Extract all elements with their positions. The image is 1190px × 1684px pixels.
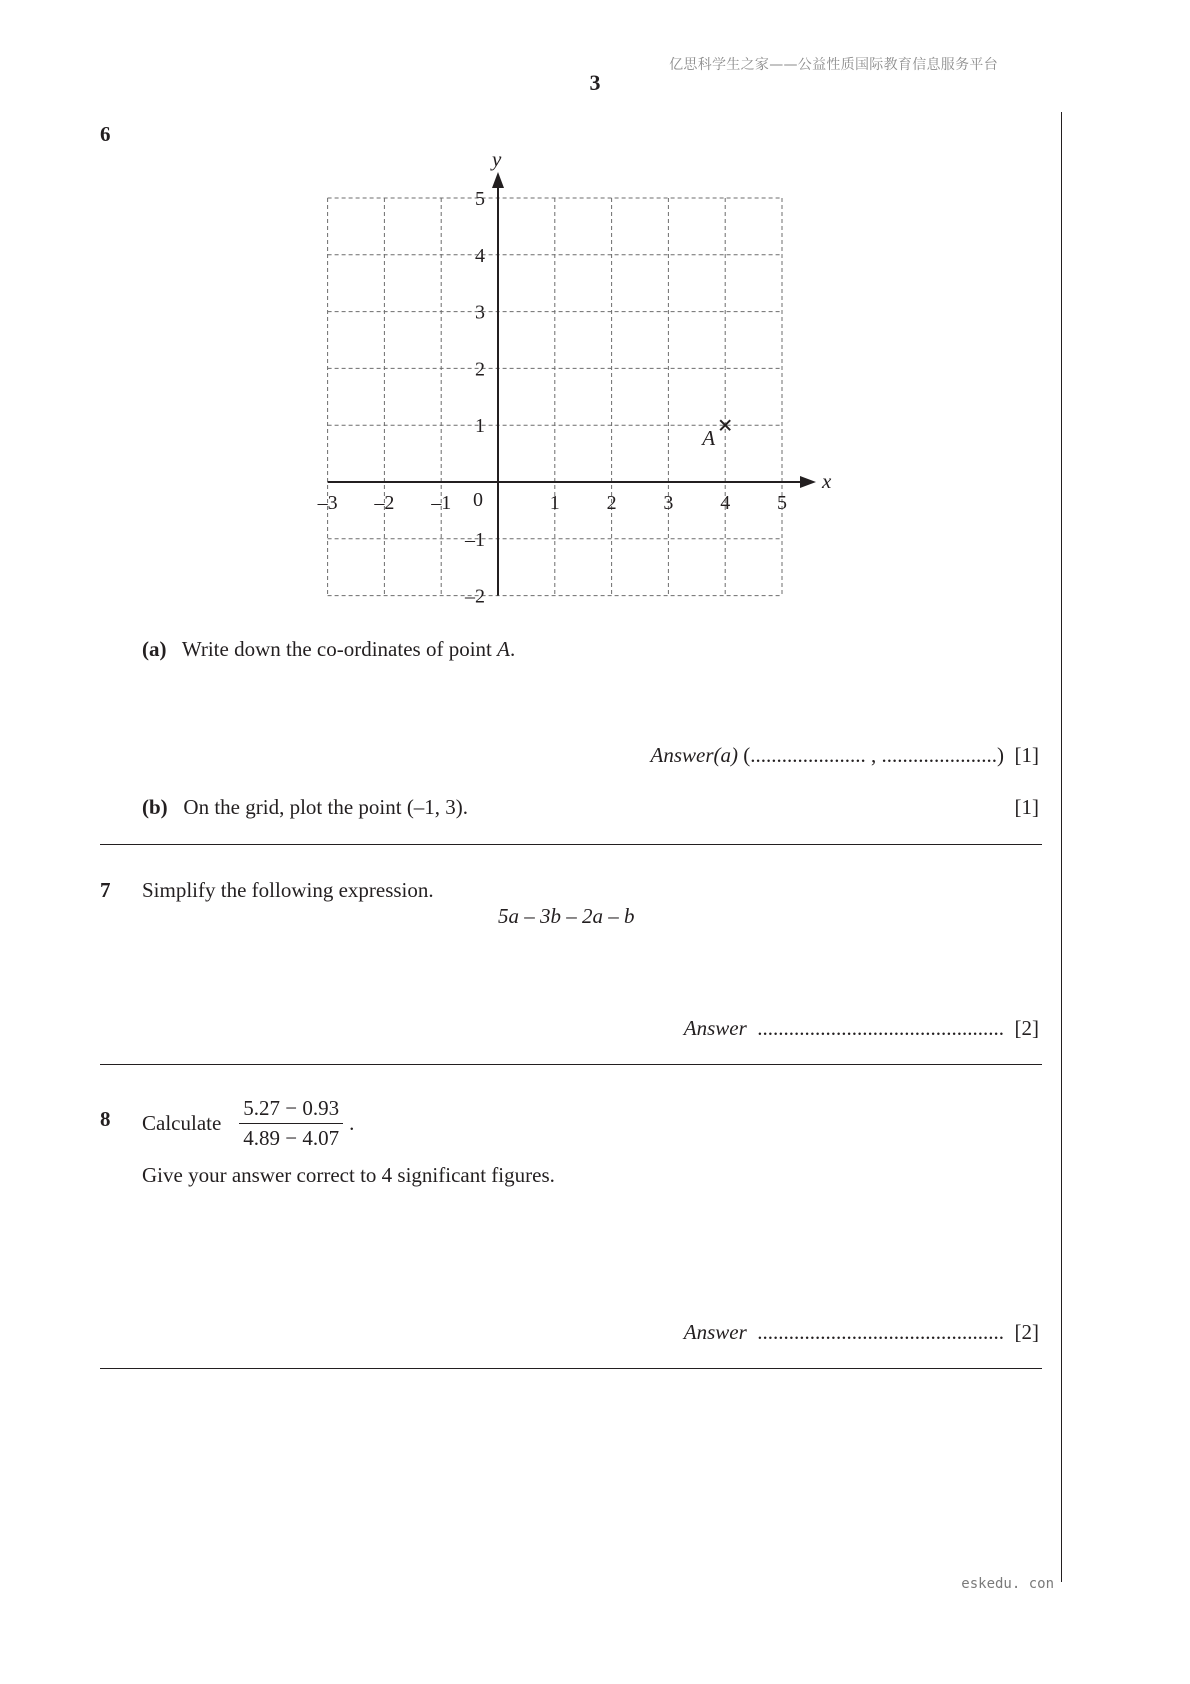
q7-text: Simplify the following expression. xyxy=(142,878,434,902)
x-tick-label: –2 xyxy=(374,492,395,514)
x-tick-label: 4 xyxy=(720,492,731,514)
q6a-answer-line xyxy=(651,743,1040,768)
divider-q8 xyxy=(100,1368,1042,1369)
coordinate-grid-chart xyxy=(0,0,1190,620)
q8-answer-line xyxy=(684,1320,1039,1345)
y-tick-label: 5 xyxy=(475,188,485,210)
y-tick-label: 2 xyxy=(475,358,485,381)
origin-label: 0 xyxy=(473,489,483,511)
y-axis-label: y xyxy=(492,147,502,171)
grid-lines xyxy=(328,198,782,596)
q8-answer-blank[interactable]: ............................................... xyxy=(757,1320,1004,1344)
x-axis-arrow xyxy=(800,476,816,488)
x-tick-label: –3 xyxy=(317,492,338,514)
q7-marks: [2] xyxy=(1014,1016,1039,1040)
q8-trailing: . xyxy=(349,1111,355,1135)
q6a-marks: [1] xyxy=(1014,743,1039,767)
q6a-label: (a) xyxy=(142,637,167,661)
y-axis-arrow xyxy=(492,172,504,188)
y-tick-label: –2 xyxy=(465,585,485,608)
q6a-answer-label: Answer(a) xyxy=(650,743,738,767)
q6a-question xyxy=(142,637,515,662)
y-tick-label: 4 xyxy=(475,244,485,267)
question-6-number: 6 xyxy=(100,122,111,146)
divider-q7 xyxy=(100,1064,1042,1065)
divider-q6 xyxy=(100,844,1042,845)
question-8-number: 8 xyxy=(100,1107,111,1131)
q6a-point-name: A xyxy=(497,637,510,661)
x-tick-label: 2 xyxy=(606,492,617,514)
tick-labels xyxy=(317,188,787,608)
y-tick-label: –1 xyxy=(465,528,485,551)
axes xyxy=(328,147,832,596)
q8-instruction: Give your answer correct to 4 significant figures. xyxy=(142,1163,555,1187)
x-tick-label: –1 xyxy=(431,492,452,514)
q6b-label: (b) xyxy=(142,795,168,819)
q8-answer-label: Answer xyxy=(683,1320,747,1344)
q8-numerator: 5.27 − 0.93 xyxy=(239,1096,343,1124)
x-tick-label: 1 xyxy=(549,492,560,514)
x-axis-label: x xyxy=(822,469,832,493)
q7-expression: 5a – 3b – 2a – b xyxy=(498,904,635,928)
x-tick-label: 3 xyxy=(663,492,674,514)
q7-answer-label: Answer xyxy=(683,1016,747,1040)
q8-question xyxy=(142,1096,354,1151)
q8-marks: [2] xyxy=(1014,1320,1039,1344)
q7-answer-line xyxy=(684,1016,1039,1041)
q6a-answer-blank[interactable]: (...................... , ......................) xyxy=(743,743,1004,767)
question-7-number: 7 xyxy=(100,878,111,902)
x-tick-label: 5 xyxy=(777,492,787,514)
q6b-marks: [1] xyxy=(1014,795,1039,819)
watermark-text: 亿思科学生之家——公益性质国际教育信息服务平台 xyxy=(669,57,998,73)
q6b-question xyxy=(142,795,468,820)
q6a-text-end: . xyxy=(509,637,516,661)
q6a-text: Write down the co-ordinates of point xyxy=(181,637,498,661)
q8-text: Calculate xyxy=(142,1111,222,1135)
point-label: A xyxy=(702,426,716,451)
y-tick-label: 3 xyxy=(475,301,485,324)
q8-denominator: 4.89 − 4.07 xyxy=(243,1126,340,1150)
q6b-text: On the grid, plot the point (–1, 3). xyxy=(183,795,469,819)
y-tick-label: 1 xyxy=(475,415,485,438)
q7-answer-blank[interactable]: ............................................... xyxy=(757,1016,1004,1040)
q8-fraction xyxy=(239,1096,343,1151)
footer-site: eskedu. con xyxy=(961,1576,1054,1592)
page-number: 3 xyxy=(589,70,601,95)
